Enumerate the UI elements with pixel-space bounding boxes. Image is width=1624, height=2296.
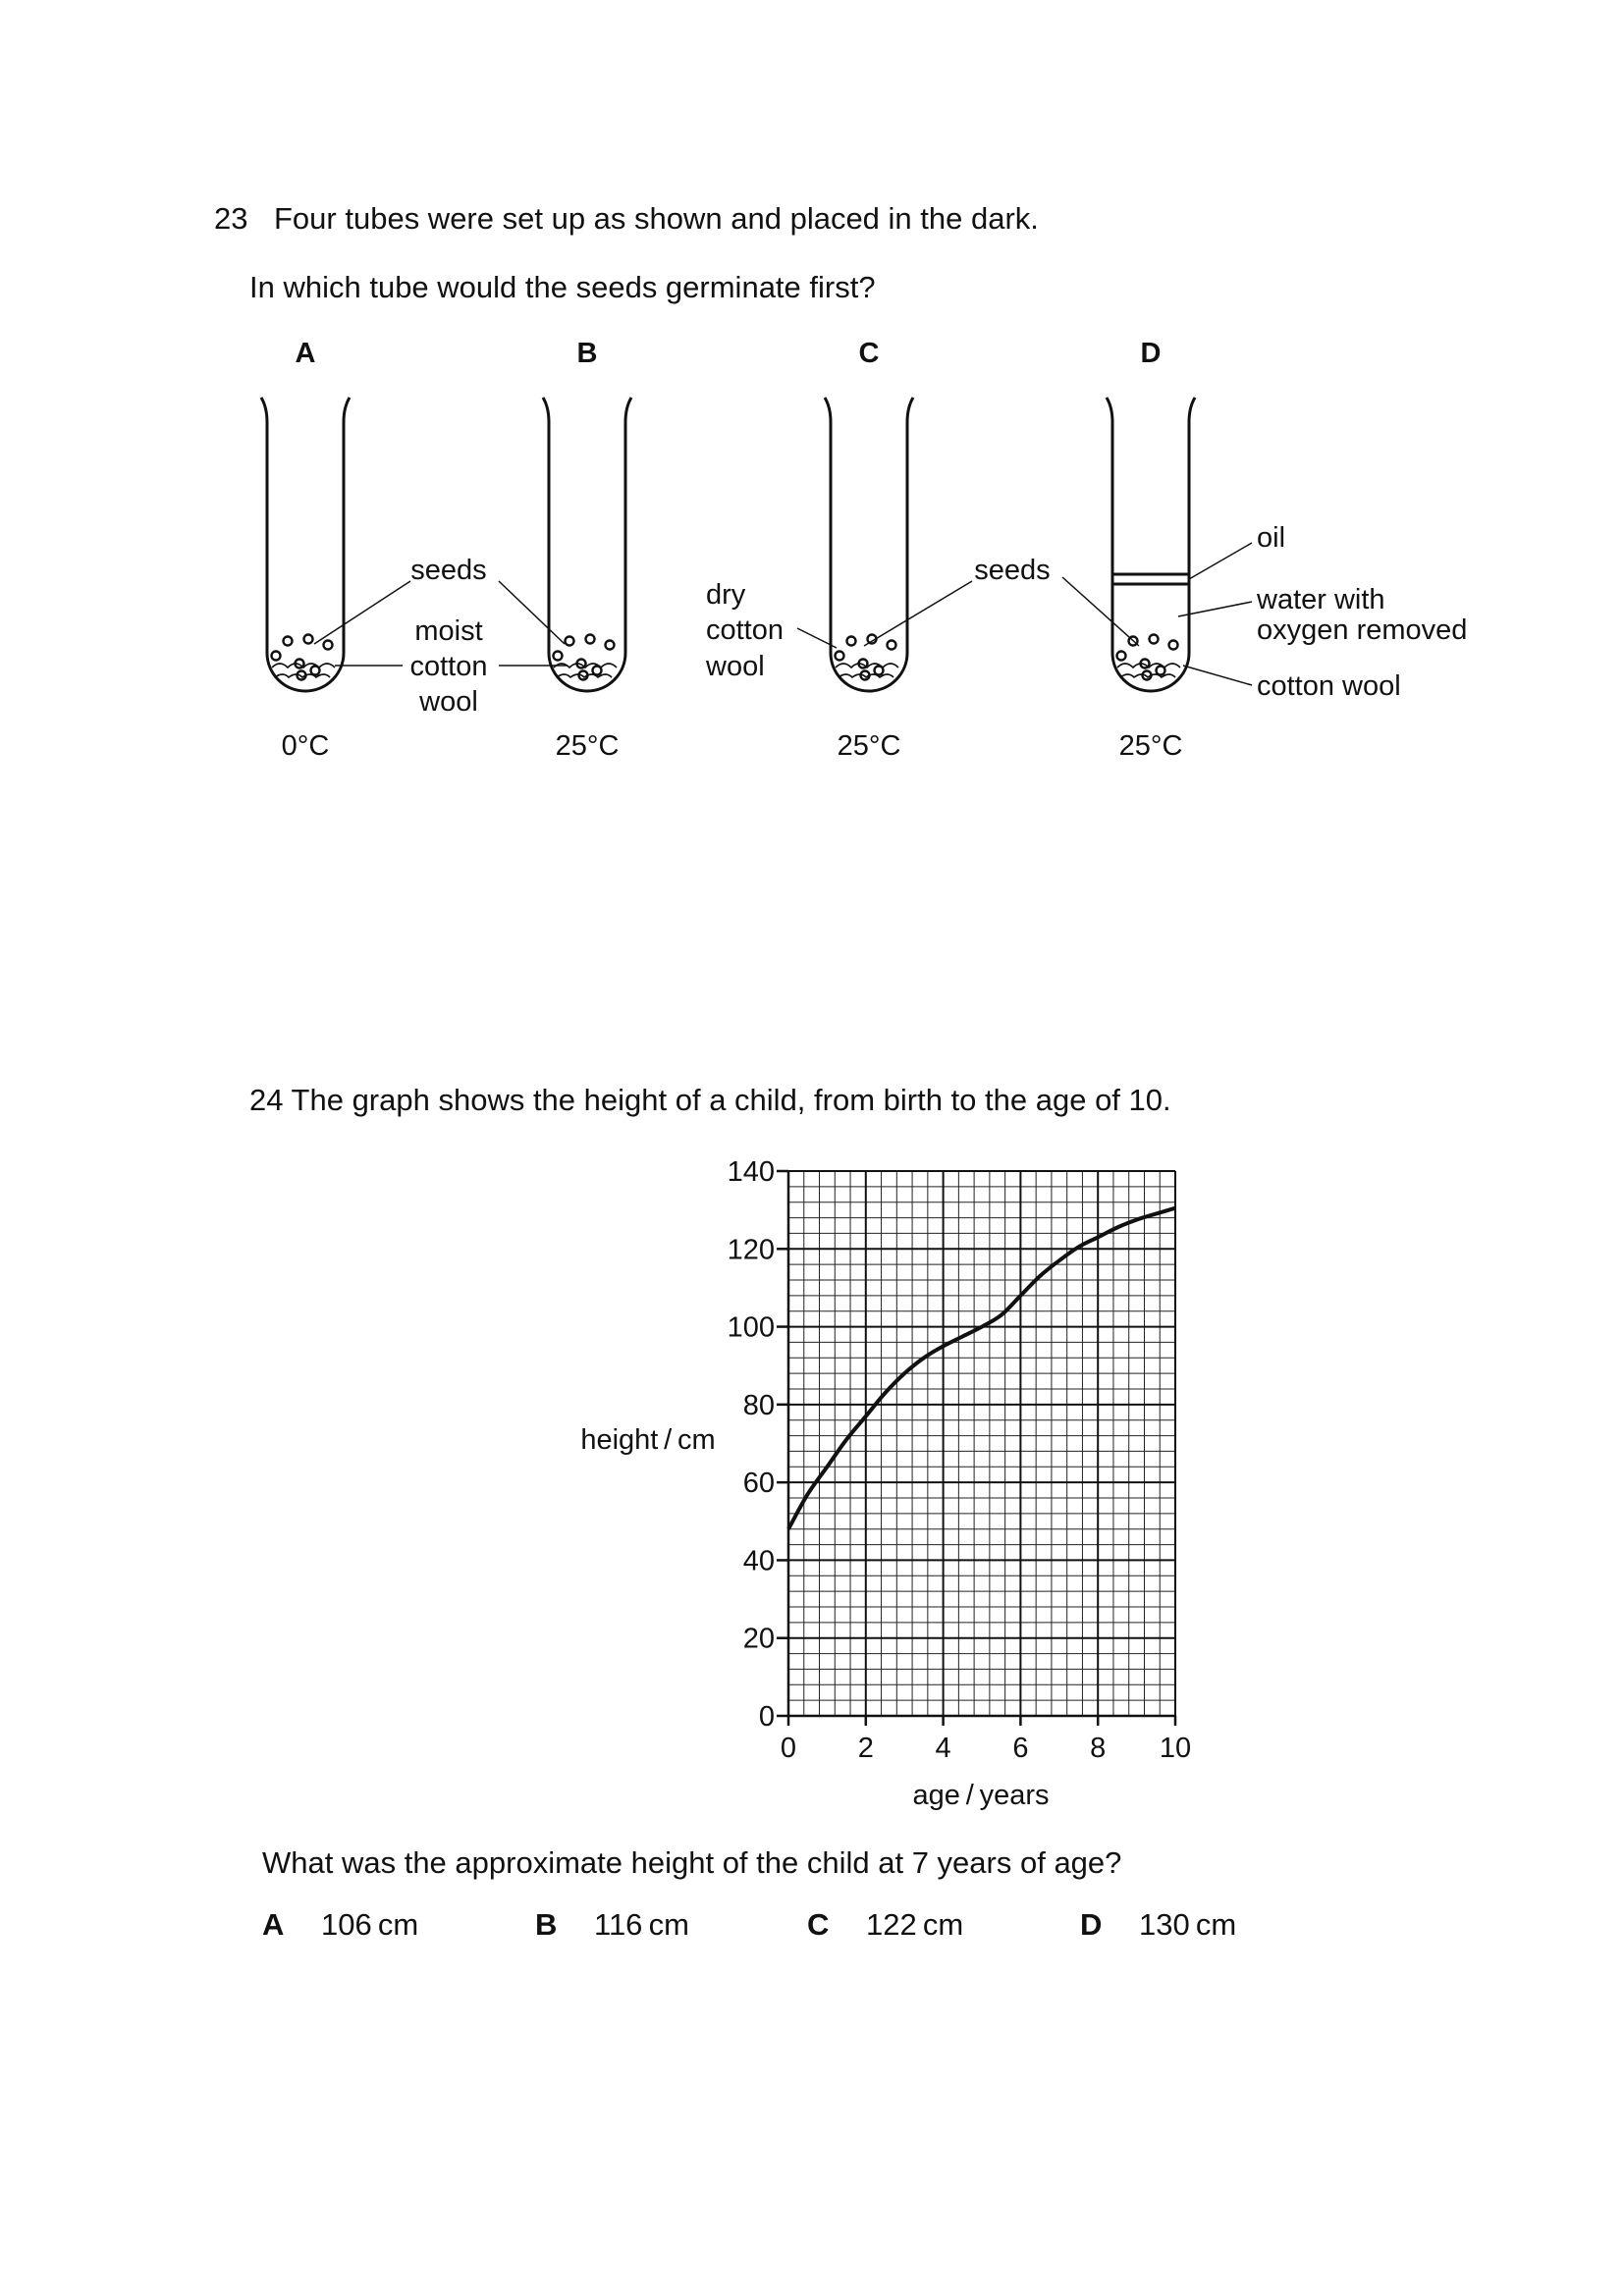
tube-a-temp: 0°C — [281, 730, 330, 762]
y-tick-label: 120 — [727, 1234, 775, 1266]
option-c[interactable] — [807, 1907, 963, 1943]
label-seeds-ab: seeds — [410, 555, 487, 586]
axis-ticks — [777, 1171, 1175, 1726]
x-tick-label: 10 — [1159, 1733, 1192, 1764]
tube-a-letter: A — [295, 338, 316, 369]
label-seeds-cd: seeds — [974, 555, 1051, 586]
q24-question: What was the approximate height of the child at 7 years of age? — [262, 1845, 1122, 1880]
y-tick-label: 0 — [758, 1701, 775, 1733]
label-oil: oil — [1257, 522, 1286, 554]
option-b-letter: B — [535, 1907, 558, 1942]
option-c-text: 122 cm — [866, 1907, 964, 1942]
q23-number: 23 — [214, 201, 248, 236]
label-wool: wool — [419, 686, 478, 718]
y-tick-label: 140 — [727, 1156, 775, 1188]
tube-b-temp: 25°C — [555, 730, 620, 762]
q24-stem: 24 The graph shows the height of a child, from birth to the age of 10. — [249, 1083, 1171, 1117]
label-cotton: cotton — [409, 651, 488, 682]
q23-question: In which tube would the seeds germinate first? — [249, 270, 876, 304]
y-tick-label: 40 — [742, 1545, 775, 1577]
tube-c-temp: 25°C — [837, 730, 901, 762]
label-dry: dry — [706, 579, 746, 611]
x-axis-label: age / years — [912, 1780, 1050, 1811]
y-tick-label: 20 — [742, 1623, 775, 1655]
option-d-text: 130 cm — [1139, 1907, 1237, 1942]
x-tick-label: 6 — [1012, 1733, 1029, 1764]
q23-stem: Four tubes were set up as shown and placed in the dark. — [274, 201, 1039, 236]
option-d[interactable] — [1080, 1907, 1236, 1943]
y-tick-label: 60 — [742, 1468, 775, 1500]
tube-d-letter: D — [1140, 338, 1162, 369]
option-a[interactable] — [262, 1907, 418, 1943]
option-b[interactable] — [535, 1907, 689, 1943]
tube-b-letter: B — [576, 338, 598, 369]
label-dry-wool: wool — [706, 651, 765, 682]
label-water-2: oxygen removed — [1257, 614, 1468, 646]
tube-d-temp: 25°C — [1118, 730, 1183, 762]
option-c-letter: C — [807, 1907, 830, 1942]
x-tick-label: 2 — [857, 1733, 874, 1764]
label-moist: moist — [414, 615, 483, 647]
y-axis-label: height / cm — [580, 1424, 716, 1456]
height-curve — [788, 1208, 1175, 1529]
grid-minor — [788, 1171, 1175, 1716]
x-tick-label: 0 — [780, 1733, 797, 1764]
y-tick-label: 80 — [742, 1389, 775, 1421]
y-tick-label: 100 — [727, 1311, 775, 1344]
label-dry-cotton: cotton — [706, 614, 784, 646]
grid-major — [788, 1171, 1175, 1716]
option-b-text: 116 cm — [594, 1907, 689, 1942]
option-a-letter: A — [262, 1907, 285, 1942]
option-d-letter: D — [1080, 1907, 1103, 1942]
tube-c-letter: C — [858, 338, 880, 369]
x-tick-label: 8 — [1090, 1733, 1107, 1764]
label-cotton-wool: cotton wool — [1257, 670, 1401, 702]
label-water-1: water with — [1257, 584, 1385, 615]
option-a-text: 106 cm — [321, 1907, 419, 1942]
x-tick-label: 4 — [935, 1733, 951, 1764]
axis-tick-labels — [728, 1156, 1192, 1764]
